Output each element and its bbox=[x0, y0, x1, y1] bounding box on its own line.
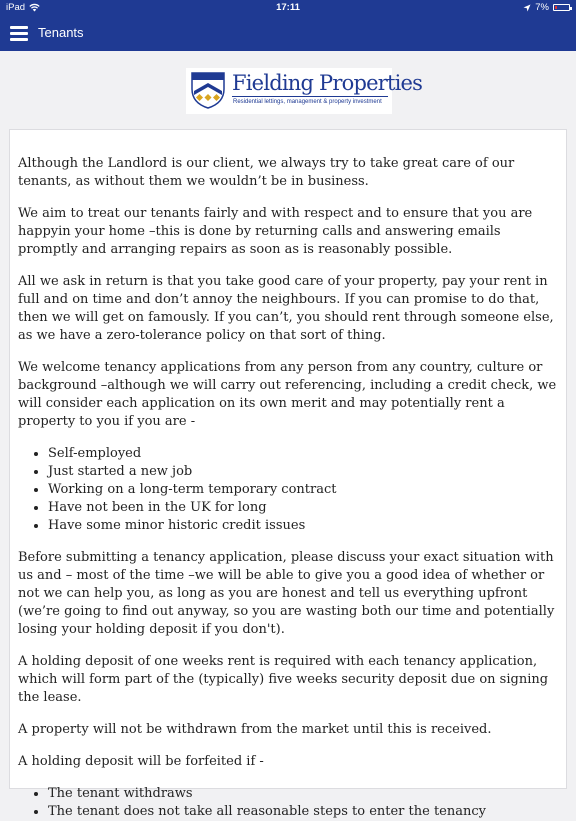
device-label: iPad bbox=[6, 2, 26, 13]
status-time: 17:11 bbox=[276, 2, 300, 13]
shield-crest-icon bbox=[190, 71, 226, 109]
paragraph-withdrawal: A property will not be withdrawn from the market until this is received. bbox=[18, 722, 492, 737]
logo-tagline: Residential lettings, management & property investment bbox=[233, 99, 382, 105]
paragraph-holding-deposit: A holding deposit of one weeks rent is required with each tenancy application, which will form part of the (typically) five weeks security deposit due on signing the lease. bbox=[18, 654, 549, 705]
paragraph-expectations: All we ask in return is that you take good care of your property, pay your rent in full and on time and don’t annoy the neighbours. If you can promise to do that, then we will get on famously. If you can’t, you should rent through someone else, as we have a zero-tolerance policy on that sort of thing. bbox=[18, 274, 554, 343]
logo-divider bbox=[232, 96, 388, 97]
paragraph-forfeit: A holding deposit will be forfeited if - bbox=[18, 754, 264, 769]
location-arrow-icon bbox=[523, 4, 531, 12]
list-item: • Have some minor historic credit issues bbox=[48, 517, 558, 535]
list-item: • Have not been in the UK for long bbox=[48, 499, 558, 517]
list-item: • The tenant does not take all reasonable steps to enter the tenancy bbox=[48, 803, 558, 821]
forfeit-list bbox=[18, 785, 558, 821]
list-item: • Self-employed bbox=[48, 445, 558, 463]
list-item: • Just started a new job bbox=[48, 463, 558, 481]
nav-bar bbox=[0, 16, 576, 51]
logo-name: Fielding Properties bbox=[232, 71, 423, 95]
paragraph-before-submitting: Before submitting a tenancy application, please discuss your exact situation with us and – most of the time –we will be able to give you a good idea of whether or not we can help you, as long as you are honest and tell us everything upfront (we’re going to find out anyway, so you are wasting both our time and potentially losing your holding deposit if you don't). bbox=[18, 550, 555, 637]
battery-icon bbox=[553, 4, 570, 11]
list-item: • The tenant withdraws bbox=[48, 785, 558, 803]
paragraph-intro: Although the Landlord is our client, we always try to take great care of our tenants, as without them we wouldn’t be in business. bbox=[18, 156, 515, 189]
content-card bbox=[9, 129, 567, 819]
company-logo bbox=[186, 68, 423, 114]
battery-percent: 7% bbox=[535, 2, 549, 13]
status-bar bbox=[0, 0, 576, 16]
status-right bbox=[523, 2, 570, 13]
hamburger-menu-icon[interactable] bbox=[10, 26, 28, 41]
list-item: • Working on a long-term temporary contract bbox=[48, 481, 558, 499]
eligibility-list bbox=[18, 445, 558, 535]
page-title: Tenants bbox=[38, 25, 84, 40]
paragraph-applications: We welcome tenancy applications from any person from any country, culture or background –although we will carry out referencing, including a credit check, we will consider each application on its own merit and may potentially rent a property to you if you are - bbox=[18, 360, 557, 429]
paragraph-fair-treatment: We aim to treat our tenants fairly and with respect and to ensure that you are happyin your home –this is done by returning calls and answering emails promptly and arranging repairs as soon as is reasonably possible. bbox=[18, 206, 533, 257]
